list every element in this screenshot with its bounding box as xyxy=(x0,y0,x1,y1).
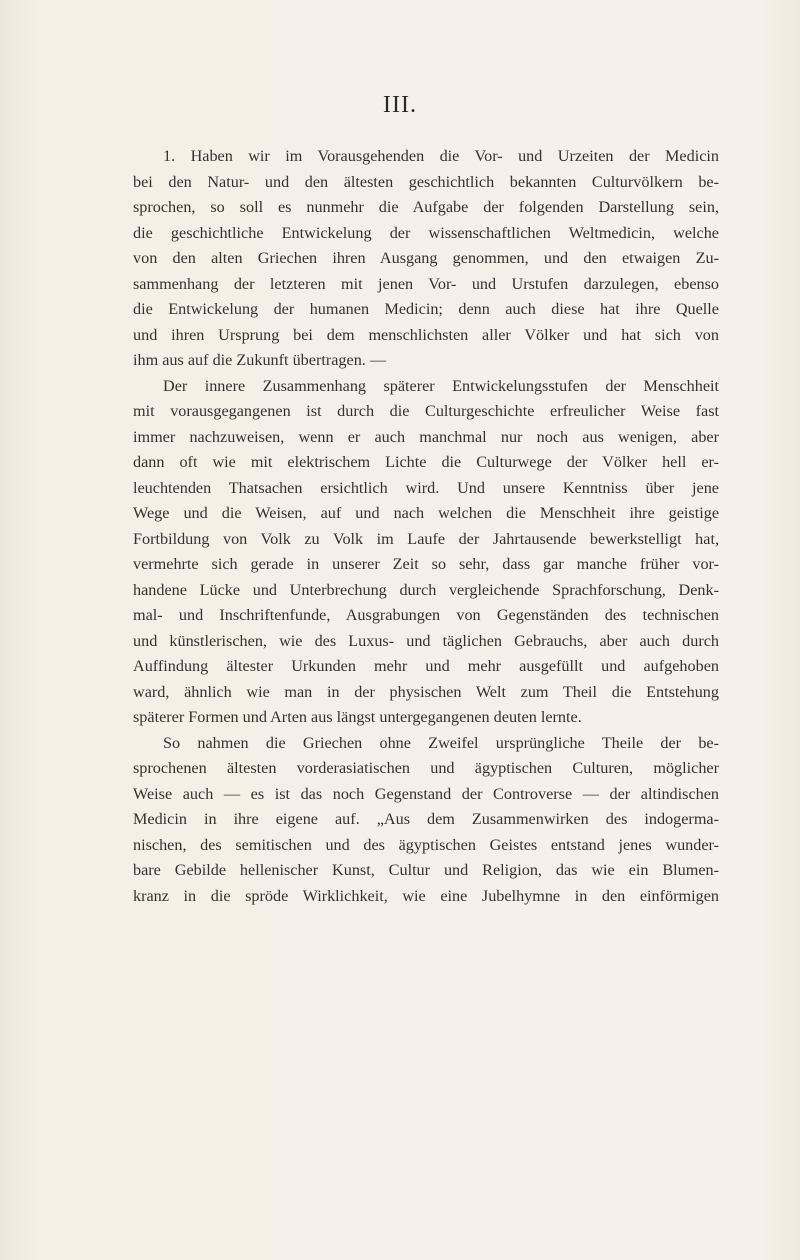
text-line: Weise auch — es ist das noch Gegenstand der Controverse — der altindischen xyxy=(133,784,719,803)
text-line: sammenhang der letzteren mit jenen Vor- und Urstufen darzulegen, ebenso xyxy=(133,274,719,293)
text-line: 1. Haben wir im Vorausgehenden die Vor- und Urzeiten der Medicin xyxy=(163,147,719,165)
text-line: handene Lücke und Unterbrechung durch vergleichende Sprachforschung, Denk- xyxy=(133,580,719,599)
text-line: und ihren Ursprung bei dem menschlichsten aller Völker und hat sich von xyxy=(133,325,719,344)
text-line: Medicin in ihre eigene auf. „Aus dem Zusammenwirken des indogerma- xyxy=(133,810,719,828)
text-line: die Entwickelung der humanen Medicin; denn auch diese hat ihre Quelle xyxy=(133,300,719,318)
text-line: Wege und die Weisen, auf und nach welchen die Menschheit ihre geistige xyxy=(133,504,719,522)
body-text xyxy=(133,144,719,909)
text-line: sprochenen ältesten vorderasiatischen und ägyptischen Culturen, möglicher xyxy=(133,759,719,777)
text-line: mal- und Inschriftenfunde, Ausgrabungen von Gegenständen des technischen xyxy=(133,606,719,624)
text-line: Fortbildung von Volk zu Volk im Laufe der Jahrtausende bewerkstelligt hat, xyxy=(133,529,719,548)
text-line: mit vorausgegangenen ist durch die Culturgeschichte erfreulicher Weise fast xyxy=(133,402,719,420)
text-line: Auffindung ältester Urkunden mehr und mehr ausgefüllt und aufgehoben xyxy=(133,657,719,675)
text-line: immer nachzuweisen, wenn er auch manchmal nur noch aus wenigen, aber xyxy=(133,427,719,446)
text-line: späterer Formen und Arten aus längst untergegangenen deuten lernte. xyxy=(133,708,582,726)
text-line: und künstlerischen, wie des Luxus- und täglichen Gebrauchs, aber auch durch xyxy=(133,631,719,650)
text-line: Der innere Zusammenhang späterer Entwickelungsstufen der Menschheit xyxy=(163,376,719,395)
text-line: die geschichtliche Entwickelung der wissenschaftlichen Weltmedicin, welche xyxy=(133,223,719,242)
text-line: ihm aus auf die Zukunft übertragen. — xyxy=(133,351,387,369)
text-line: von den alten Griechen ihren Ausgang genommen, und den etwaigen Zu- xyxy=(133,249,719,267)
text-line: bare Gebilde hellenischer Kunst, Cultur und Religion, das wie ein Blumen- xyxy=(133,861,719,879)
text-line: So nahmen die Griechen ohne Zweifel ursprüngliche Theile der be- xyxy=(163,733,719,752)
text-line: dann oft wie mit elektrischem Lichte die Culturwege der Völker hell er- xyxy=(133,453,719,471)
text-line: vermehrte sich gerade in unserer Zeit so sehr, dass gar manche früher vor- xyxy=(133,555,719,573)
chapter-heading: III. xyxy=(383,92,417,118)
text-line: leuchtenden Thatsachen ersichtlich wird. Und unsere Kenntniss über jene xyxy=(133,478,719,497)
text-line: ward, ähnlich wie man in der physischen Welt zum Theil die Entstehung xyxy=(133,682,719,701)
text-line: kranz in die spröde Wirklichkeit, wie eine Jubelhymne in den einförmigen xyxy=(133,886,719,905)
text-line: bei den Natur- und den ältesten geschichtlich bekannten Culturvölkern be- xyxy=(133,172,719,191)
text-line: nischen, des semitischen und des ägyptischen Geistes entstand jenes wunder- xyxy=(133,835,719,854)
text-line: sprochen, so soll es nunmehr die Aufgabe der folgenden Darstellung sein, xyxy=(133,198,719,216)
